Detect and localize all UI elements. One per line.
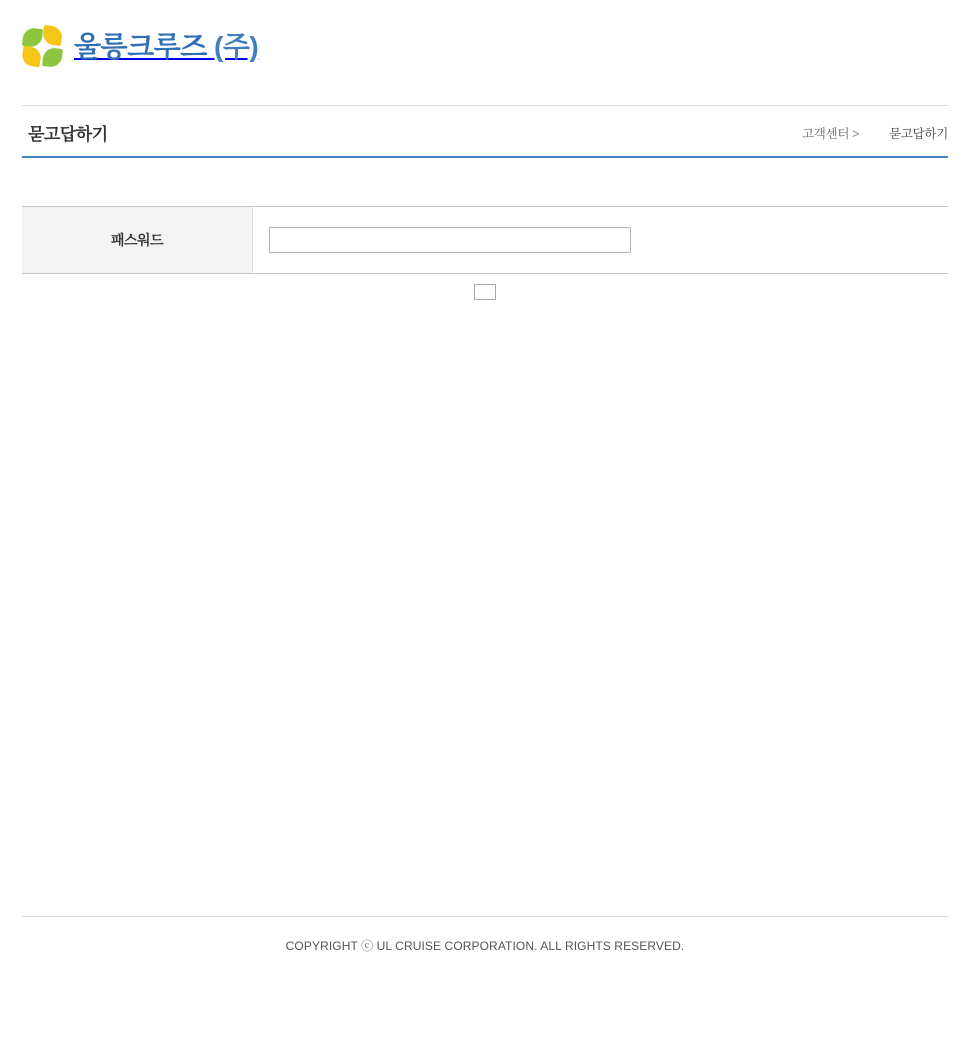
page-titlebar [22, 105, 948, 158]
main-content [22, 206, 948, 304]
breadcrumb-separator-icon: > [852, 127, 860, 141]
password-input[interactable] [269, 227, 631, 253]
breadcrumb [802, 124, 948, 142]
logo-text-corp: (주) [214, 31, 259, 62]
table-row [22, 207, 948, 274]
submit-button[interactable] [474, 284, 496, 300]
password-form-table [22, 206, 948, 274]
flower-pinwheel-icon [22, 26, 64, 68]
copyright-text: COPYRIGHT ⓒ UL CRUISE CORPORATION. ALL RIGHTS RESERVED. [285, 939, 685, 953]
site-logo[interactable] [22, 26, 258, 68]
submit-row [22, 284, 948, 304]
logo-text [74, 33, 258, 61]
password-field-cell [253, 207, 949, 274]
logo-text-main: 울릉크루즈 [74, 31, 207, 62]
site-header [0, 0, 970, 105]
site-footer [22, 916, 948, 954]
password-label: 패스워드 [22, 207, 253, 274]
page-title: 묻고답하기 [28, 125, 108, 144]
breadcrumb-root[interactable]: 고객센터 [802, 127, 850, 141]
breadcrumb-current: 묻고답하기 [889, 127, 948, 141]
